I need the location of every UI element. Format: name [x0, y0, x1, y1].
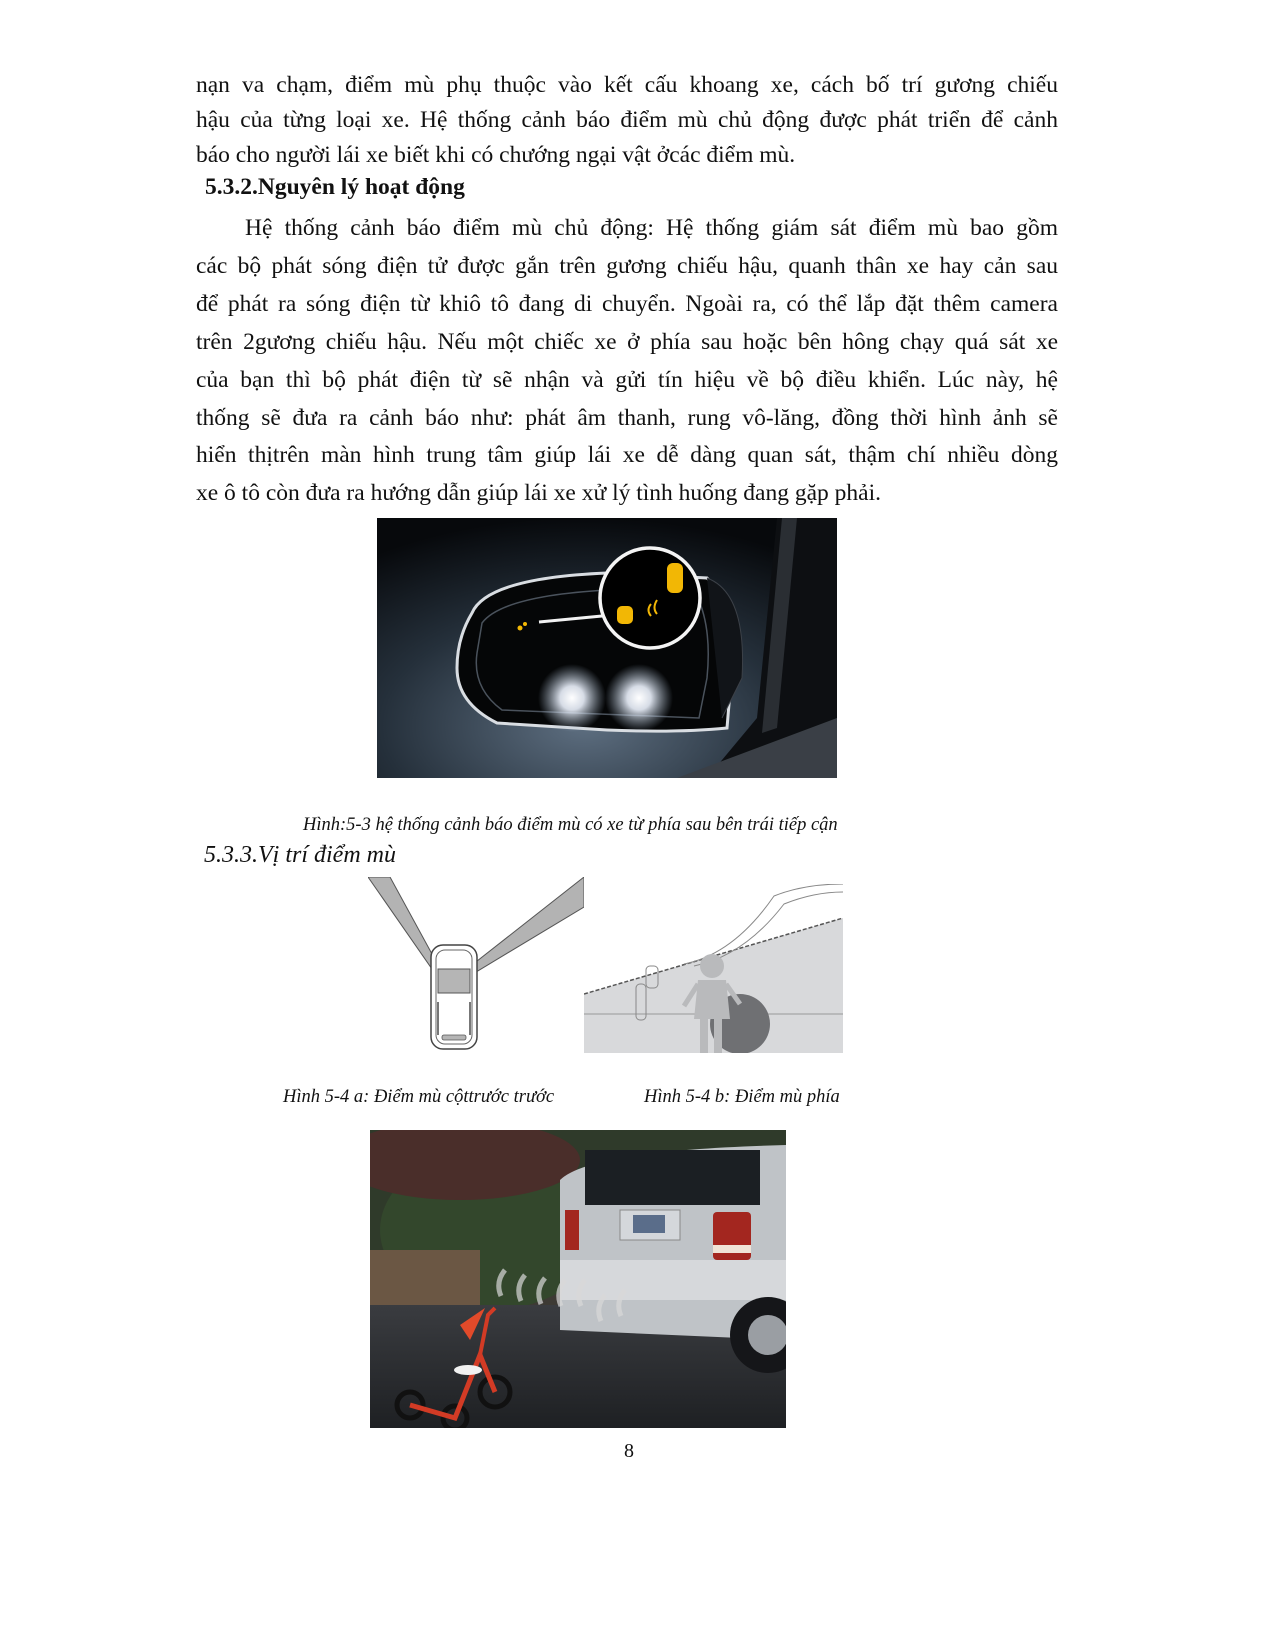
- body-text-line: trên 2gương chiếu hậu. Nếu một chiếc xe ở phía sau hoặc bên hông chạy quá sát xe: [196, 329, 1058, 355]
- body-text-line: xe ô tô còn đưa ra hướng dẫn giúp lái xe xử lý tình huống đang gặp phải.: [196, 480, 881, 506]
- warning-dot: [518, 626, 523, 631]
- body-text-line: các bộ phát sóng điện tử được gắn trên gương chiếu hậu, quanh thân xe hay cản sau: [196, 253, 1058, 279]
- section-heading-532: 5.3.2.Nguyên lý hoạt động: [205, 174, 465, 200]
- section-heading-533: 5.3.3.Vị trí điểm mù: [204, 842, 396, 868]
- body-text-line: của bạn thì bộ phát điện từ sẽ nhận và gửi tín hiệu về bộ điều khiển. Lúc này, hệ: [196, 367, 1058, 393]
- figure-caption-5-3: Hình:5-3 hệ thống cảnh báo điểm mù có xe từ phía sau bên trái tiếp cận: [303, 815, 838, 835]
- figure-a-pillar-blind-spot: [368, 877, 584, 1053]
- figure-rear-sensor-tricycle: [370, 1130, 786, 1428]
- body-text-line: hiển thịtrên màn hình trung tâm giúp lái xe dễ dàng quan sát, thậm chí nhiều dòng: [196, 442, 1058, 468]
- body-text-line: báo cho người lái xe biết khi có chướng ngại vật ởcác điểm mù.: [196, 142, 796, 168]
- body-text-line: Hệ thống cảnh báo điểm mù chủ động: Hệ thống giám sát điểm mù bao gồm: [245, 215, 1058, 241]
- body-text-line: thống sẽ đưa ra cảnh báo như: phát âm thanh, rung vô-lăng, đồng thời hình ảnh sẽ: [196, 405, 1058, 431]
- figure-side-blind-spot: [584, 884, 843, 1053]
- page-number: 8: [624, 1440, 634, 1462]
- body-text-line: để phát ra sóng điện từ khiô tô đang di chuyển. Ngoài ra, có thể lắp đặt thêm camera: [196, 291, 1058, 317]
- figure-mirror-warning: [377, 518, 837, 778]
- figure-caption-5-4b: Hình 5-4 b: Điểm mù phía: [644, 1087, 840, 1107]
- body-text-line: nạn va chạm, điểm mù phụ thuộc vào kết cấu khoang xe, cách bố trí gương chiếu: [196, 72, 1058, 98]
- body-text-line: hậu của từng loại xe. Hệ thống cảnh báo điểm mù chủ động được phát triển để cảnh: [196, 107, 1058, 133]
- figure-caption-5-4a: Hình 5-4 a: Điểm mù cộttrước trước: [283, 1087, 555, 1107]
